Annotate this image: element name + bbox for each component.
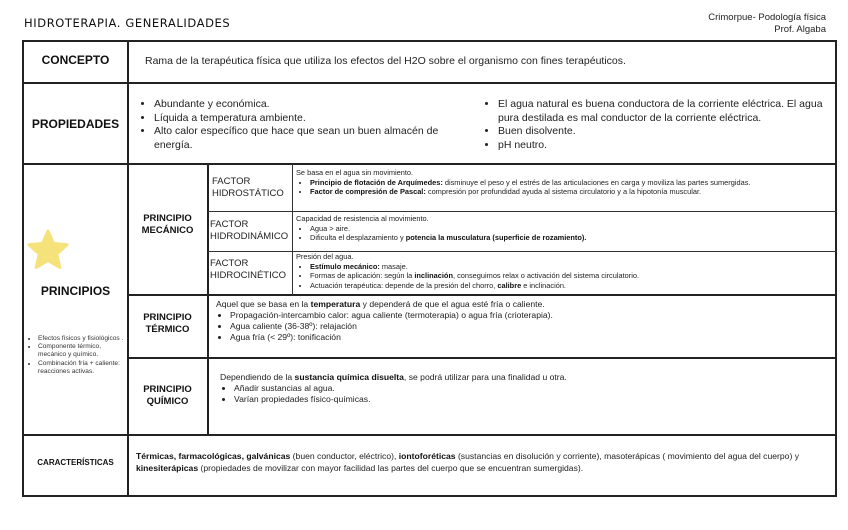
intro-text: Aquel que se basa en la — [216, 299, 311, 309]
list-item: • Buen disolvente. — [498, 125, 829, 139]
quimico-content — [220, 372, 825, 405]
bold-term: Térmicas, farmacológicas, galvánicas — [136, 451, 291, 461]
list-item: • Líquida a temperatura ambiente. — [154, 112, 470, 126]
propiedades-left-list — [140, 98, 470, 152]
quimico-intro — [220, 372, 825, 383]
factor-label-line: FACTOR — [210, 258, 249, 269]
list-item — [310, 233, 826, 243]
intro-text: , se podrá utilizar para una finalidad u otra. — [403, 372, 567, 382]
intro-text: Dependiendo de la — [220, 372, 295, 382]
list-item: • pH neutro. — [498, 139, 829, 153]
item-text: Formas de aplicación: según la — [310, 271, 415, 281]
author-professor: Prof. Algaba — [774, 24, 826, 35]
item-text: (buen conductor, eléctrico), — [290, 451, 399, 461]
principio-termico-label — [128, 312, 207, 336]
factor-label-line: FACTOR — [210, 219, 249, 230]
item-text: masaje. — [379, 261, 408, 271]
list-item: • Propagación-intercambio calor: agua caliente (termoterapia) o agua fría (crioterapia). — [230, 310, 826, 321]
bold-term: Factor de compresión de Pascal: — [310, 187, 426, 197]
list-item — [310, 187, 826, 197]
principio-label-line: QUÍMICO — [146, 396, 189, 407]
list-item: • Agua > aire. — [310, 224, 826, 234]
row-divider — [22, 434, 837, 436]
factor-label-line: HIDRODINÁMICO — [210, 231, 289, 242]
hidrocinetico-content — [296, 252, 826, 290]
column-divider — [207, 163, 209, 435]
factor-label-line: HIDROCINÉTICO — [210, 270, 286, 281]
factor-divider — [292, 164, 293, 295]
list-item: • Combinación fría + caliente: reacciones activas. — [38, 360, 124, 376]
propiedades-right-list — [484, 98, 829, 152]
principio-label-line: PRINCIPIO — [143, 384, 192, 395]
item-text: Actuación terapéutica: depende de la presión del chorro, — [310, 280, 498, 290]
list-item — [310, 281, 826, 291]
principios-label: PRINCIPIOS — [40, 284, 111, 298]
column-divider — [127, 40, 129, 497]
hidrostatico-intro: Se basa en el agua sin movimiento. — [296, 168, 414, 177]
hidrocinetico-intro: Presión del agua. — [296, 252, 354, 261]
factor-hidrocinetico-label — [210, 258, 286, 282]
author-info — [708, 12, 826, 36]
item-text: , conseguimos relax o activación del sistema circulatorio. — [452, 271, 640, 281]
principio-label-line: MECÁNICO — [141, 225, 194, 236]
bold-term: potencia la musculatura (superficie de rozamiento). — [405, 233, 587, 243]
row-divider — [22, 82, 837, 84]
intro-text: y dependerá de que el agua esté fría o caliente. — [360, 299, 545, 309]
star-icon — [26, 228, 70, 272]
hidrostatico-content — [296, 168, 826, 197]
bold-term: iontoforéticas — [398, 451, 456, 461]
concepto-label: CONCEPTO — [41, 53, 110, 67]
hidrodinamico-intro: Capacidad de resistencia al movimiento. — [296, 214, 429, 223]
list-item: • Abundante y económica. — [154, 98, 470, 112]
list-item: • El agua natural es buena conductora de la corriente eléctrica. El agua pura destilada es mal conductor de la corriente eléctrica. — [498, 98, 829, 125]
sub-row-divider — [208, 211, 837, 212]
factor-hidrodinamico-label — [210, 219, 288, 243]
bold-term: sustancia química disuelta — [294, 372, 404, 382]
page-title: HIDROTERAPIA. GENERALIDADES — [24, 16, 231, 30]
list-item: • Alto calor específico que hace que sean un buen almacén de energía. — [154, 125, 470, 152]
item-text: (propiedades de movilizar con mayor facilidad las partes del cuerpo que se encuentran sumergidas). — [198, 462, 584, 473]
list-item: • Efectos físicos y fisiológicos . — [38, 335, 124, 343]
list-item — [310, 178, 826, 188]
list-item: • Agua caliente (36-38º): relajación — [230, 321, 826, 332]
factor-label-line: FACTOR — [212, 176, 251, 187]
list-item — [310, 262, 826, 272]
factor-label-line: HIDROSTÁTICO — [212, 188, 284, 199]
list-item — [310, 271, 826, 281]
concepto-text: Rama de la terapéutica física que utiliza los efectos del H2O sobre el organismo con fines terapéuticos. — [145, 55, 626, 67]
list-item: • Varían propiedades físico-químicas. — [234, 394, 825, 405]
bold-term: Principio de flotación de Arquímedes: — [310, 177, 443, 187]
principio-mecanico-label — [128, 213, 207, 237]
caracteristicas-label: CARACTERÍSTICAS — [37, 458, 114, 467]
hidrodinamico-content — [296, 214, 826, 243]
factor-hidrostatico-label — [212, 176, 284, 200]
item-text: compresión por profundidad ayuda al sistema circulatorio y a la hipotonía muscular. — [425, 187, 702, 197]
bold-term: calibre — [497, 280, 522, 290]
item-text: disminuye el peso y el estrés de las articulaciones en carga y moviliza las partes sumergidas. — [442, 177, 751, 187]
principios-notes — [28, 335, 124, 376]
principio-label-line: PRINCIPIO — [143, 312, 192, 323]
row-divider — [128, 357, 837, 359]
principio-label-line: TÉRMICO — [145, 324, 190, 335]
bold-term: temperatura — [310, 299, 361, 309]
principio-quimico-label — [128, 384, 207, 408]
list-item: • Componente térmico, mecánico y químico. — [38, 343, 124, 359]
principio-label-line: PRINCIPIO — [143, 213, 192, 224]
row-divider — [22, 163, 837, 165]
list-item: • Agua fría (< 29º): tonificación — [230, 332, 826, 343]
author-course: Crimorpue- Podología física — [708, 12, 826, 23]
bold-term: inclinación — [414, 271, 453, 281]
bold-term: kinesiterápicas — [136, 462, 199, 473]
row-divider — [128, 294, 837, 296]
bold-term: Estímulo mecánico: — [310, 261, 380, 271]
propiedades-label: PROPIEDADES — [31, 117, 120, 131]
item-text: (sustancias en disolución y corriente), masoterápicas ( movimiento del agua del cuerpo) y — [455, 451, 799, 461]
caracteristicas-text — [136, 451, 828, 474]
termico-intro — [216, 299, 826, 310]
item-text: Dificulta el desplazamiento y — [310, 233, 406, 243]
item-text: e inclinación. — [521, 280, 566, 290]
list-item: • Añadir sustancias al agua. — [234, 383, 825, 394]
termico-content — [216, 299, 826, 343]
